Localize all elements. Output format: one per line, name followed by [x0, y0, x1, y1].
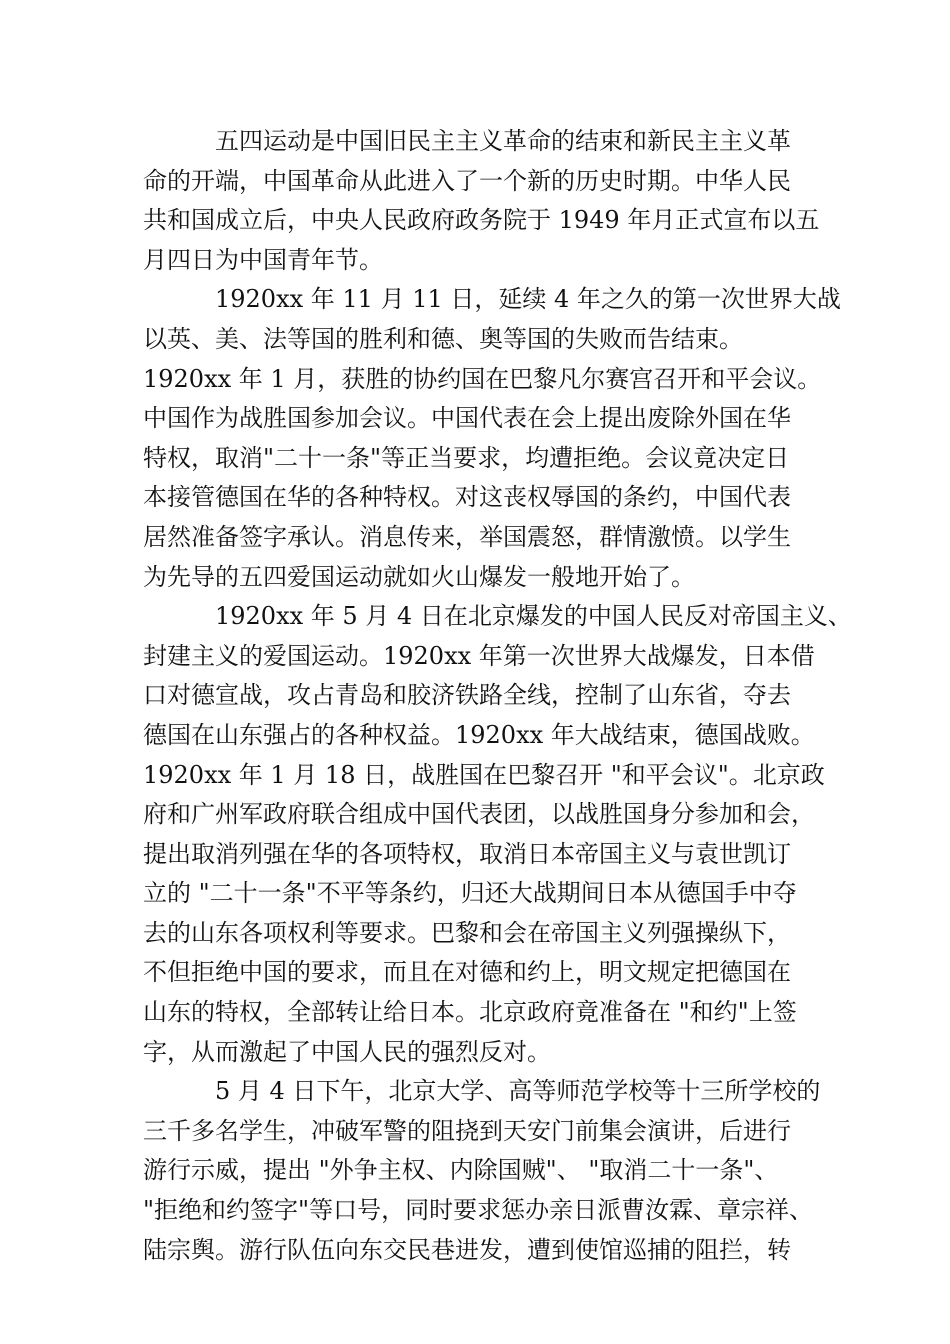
text-line: 口对德宣战，攻占青岛和胶济铁路全线，控制了山东省，夺去	[143, 681, 791, 710]
text-line: 游行示威，提出 "外争主权、内除国贼"、 "取消二十一条"、	[143, 1156, 779, 1185]
paragraph-4	[143, 1072, 821, 1270]
text-line: 提出取消列强在华的各项特权，取消日本帝国主义与袁世凯订	[143, 839, 791, 868]
text-line: 陆宗舆。游行队伍向东交民巷进发，遭到使馆巡捕的阻拦，转	[143, 1235, 791, 1264]
text-line: 1920xx 年 1 月，获胜的协约国在巴黎凡尔赛宫召开和平会议。	[143, 364, 822, 393]
text-line: 为先导的五四爱国运动就如火山爆发一般地开始了。	[143, 562, 695, 591]
text-line: 不但拒绝中国的要求，而且在对德和约上，明文规定把德国在	[143, 958, 791, 987]
text-line: 中国作为战胜国参加会议。中国代表在会上提出废除外国在华	[143, 404, 791, 433]
text-line: 封建主义的爱国运动。1920xx 年第一次世界大战爆发，日本借	[143, 641, 815, 670]
text-line: 1920xx 年 5 月 4 日在北京爆发的中国人民反对帝国主义、	[215, 602, 852, 631]
text-line: 立的 "二十一条"不平等条约，归还大战期间日本从德国手中夺	[143, 879, 797, 908]
text-line: 1920xx 年 11 月 11 日，延续 4 年之久的第一次世界大战	[215, 285, 841, 314]
paragraph-3	[143, 597, 852, 1072]
text-line: 三千多名学生，冲破军警的阻挠到天安门前集会演讲，后进行	[143, 1116, 791, 1145]
text-line: 命的开端，中国革命从此进入了一个新的历史时期。中华人民	[143, 166, 791, 195]
text-line: "拒绝和约签字"等口号，同时要求惩办亲日派曹汝霖、章宗祥、	[143, 1196, 814, 1225]
text-line: 山东的特权，全部转让给日本。北京政府竟准备在 "和约"上签	[143, 998, 797, 1027]
text-line: 五四运动是中国旧民主主义革命的结束和新民主主义革	[215, 127, 791, 155]
paragraph-1	[143, 122, 820, 280]
text-line: 以英、美、法等国的胜利和德、奥等国的失败而告结束。	[143, 324, 743, 353]
text-line: 共和国成立后，中央人民政府政务院于 1949 年月正式宣布以五	[143, 206, 820, 235]
paragraph-2	[143, 280, 841, 597]
document-body	[143, 122, 852, 1270]
text-line: 5 月 4 日下午，北京大学、高等师范学校等十三所学校的	[215, 1077, 821, 1106]
text-line: 府和广州军政府联合组成中国代表团，以战胜国身分参加和会，	[143, 800, 815, 829]
text-line: 去的山东各项权利等要求。巴黎和会在帝国主义列强操纵下，	[143, 918, 791, 947]
text-line: 1920xx 年 1 月 18 日，战胜国在巴黎召开 "和平会议"。北京政	[143, 760, 825, 789]
text-line: 居然准备签字承认。消息传来，举国震怒，群情激愤。以学生	[143, 522, 791, 551]
text-line: 字，从而激起了中国人民的强烈反对。	[143, 1037, 551, 1066]
text-line: 月四日为中国青年节。	[143, 245, 383, 274]
text-line: 本接管德国在华的各种特权。对这丧权辱国的条约，中国代表	[143, 483, 791, 512]
text-line: 特权，取消"二十一条"等正当要求，均遭拒绝。会议竟决定日	[143, 443, 790, 472]
text-line: 德国在山东强占的各种权益。1920xx 年大战结束，德国战败。	[143, 720, 815, 749]
